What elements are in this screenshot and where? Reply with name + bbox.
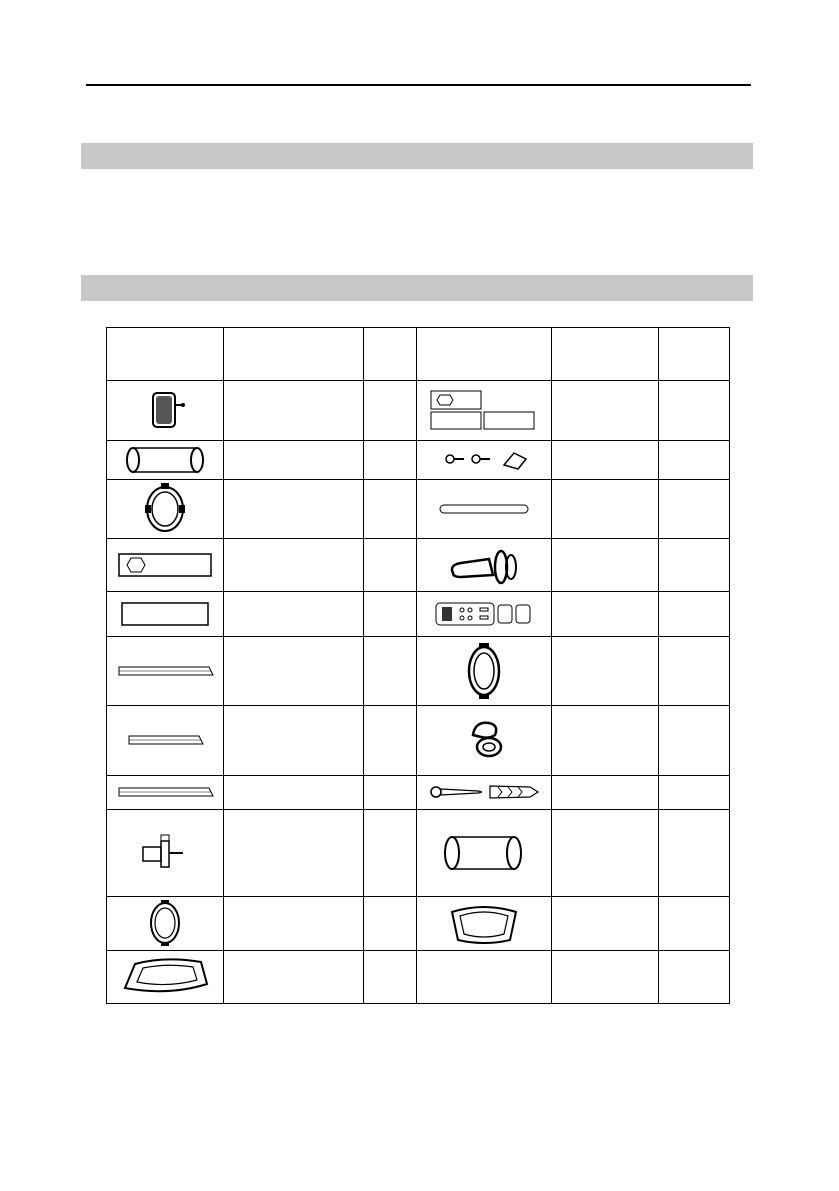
drain-tube-icon: [434, 500, 534, 518]
inlet-hose-icon: [442, 830, 526, 876]
remote-control-and-batteries-icon: [434, 601, 534, 627]
inlet-window-adapter-icon: [444, 900, 524, 946]
drain-plug-icon: [459, 715, 509, 765]
header-rule: [86, 84, 751, 86]
header-cell: [107, 328, 224, 381]
table-row: [107, 636, 730, 705]
table-row: [107, 591, 730, 636]
table-row: [107, 775, 730, 809]
section-bar-1: [81, 143, 753, 169]
table-row: [107, 479, 730, 538]
inlet-adapter-ring-icon: [140, 898, 190, 948]
header-cell: [552, 328, 659, 381]
window-panel-icon: [120, 601, 210, 627]
parts-table: [106, 327, 730, 1004]
exhaust-window-adapter-icon: [119, 954, 211, 1000]
header-cell: [659, 328, 730, 381]
table-row: [107, 706, 730, 775]
screws-and-bracket-icon: [434, 447, 534, 473]
header-cell: [224, 328, 364, 381]
hose-clamp-ring-icon: [459, 641, 509, 701]
screw-and-anchor-icon: [426, 781, 542, 803]
section-bar-2: [81, 275, 753, 301]
table-row: [107, 950, 730, 1003]
table-row: [107, 440, 730, 479]
medium-foam-strip-icon: [115, 784, 215, 800]
table-row: [107, 381, 730, 440]
header-cell: [417, 328, 552, 381]
header-cell: [364, 328, 417, 381]
window-slide-seal-icon: [429, 389, 539, 431]
drain-connector-icon: [439, 543, 529, 587]
table-row: [107, 809, 730, 897]
hose-connector-ring-icon: [137, 481, 193, 537]
short-foam-strip-icon: [125, 732, 205, 748]
exhaust-hose-icon: [123, 444, 207, 476]
window-panel-with-hole-icon: [117, 552, 213, 578]
table-header-row: [107, 328, 730, 381]
table-row: [107, 897, 730, 950]
exhaust-hose-adapter-icon: [141, 387, 189, 433]
long-foam-strip-icon: [115, 663, 215, 679]
air-outlet-nozzle-icon: [137, 831, 193, 875]
table-row: [107, 539, 730, 591]
